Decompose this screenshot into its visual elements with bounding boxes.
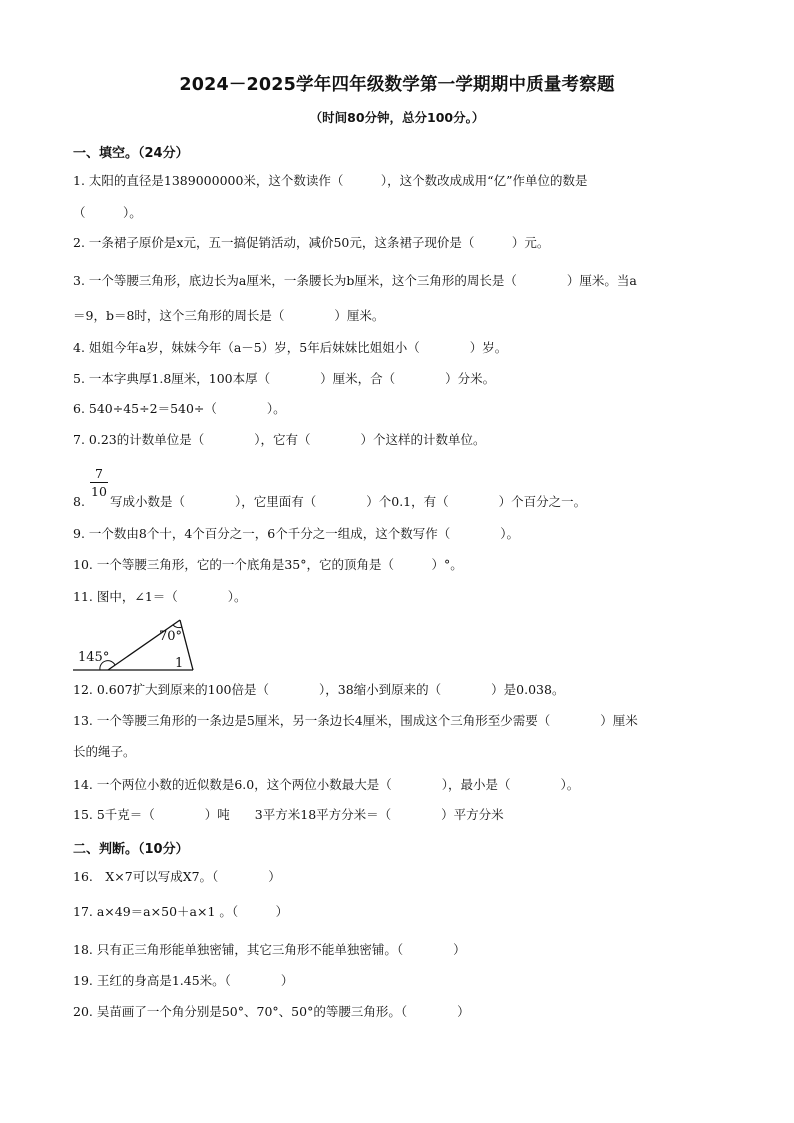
fraction-numerator: 7 — [95, 466, 103, 481]
question-6: 6. 540÷45÷2＝540÷（ ）。 — [73, 401, 286, 416]
question-11: 11. 图中，∠1＝（ ）。 — [73, 589, 247, 604]
question-7: 7. 0.23的计数单位是（ ），它有（ ）个这样的计数单位。 — [73, 432, 486, 447]
question-5: 5. 一本字典厚1.8厘米，100本厚（ ）厘米，合（ ）分米。 — [73, 371, 496, 386]
question-3-cont: ＝9，b＝8时，这个三角形的周长是（ ）厘米。 — [73, 308, 385, 323]
triangle-figure — [73, 611, 198, 673]
section-judgement: 二、判断。（10分） — [73, 842, 189, 857]
question-18: 18. 只有正三角形能单独密铺，其它三角形不能单独密铺。（ ） — [73, 942, 466, 957]
question-13-cont: 长的绳子。 — [73, 744, 136, 759]
page-title: 2024－2025学年四年级数学第一学期期中质量考察题 — [179, 75, 615, 95]
fraction-seven-tenths — [88, 466, 110, 499]
question-1: 1. 太阳的直径是1389000000米，这个数读作（ ），这个数改成成用“亿”作单位的数是 — [73, 173, 588, 188]
section-fill-in: 一、填空。（24分） — [73, 146, 189, 161]
question-13: 13. 一个等腰三角形的一条边是5厘米，另一条边长4厘米，围成这个三角形至少需要（ ）厘米 — [73, 713, 638, 728]
top-angle-arc — [173, 625, 182, 628]
question-17: 17. a×49＝a×50＋a×1 。（ ） — [73, 904, 289, 919]
question-15: 15. 5千克＝（ ）吨 3平方米18平方分米＝（ ）平方分米 — [73, 807, 504, 822]
question-8: 写成小数是（ ），它里面有（ ）个0.1，有（ ）个百分之一。 — [110, 494, 587, 509]
question-10: 10. 一个等腰三角形，它的一个底角是35°，它的顶角是（ ）°。 — [73, 557, 463, 572]
angle-145-label: 145° — [78, 650, 110, 665]
question-9: 9. 一个数由8个十，4个百分之一，6个千分之一组成，这个数写作（ ）。 — [73, 526, 520, 541]
triangle-left-side — [108, 620, 183, 670]
question-16: 16. X×7可以写成X7。（ ） — [73, 869, 281, 884]
question-1-cont: （ ）。 — [73, 205, 142, 220]
question-20: 20. 吴苗画了一个角分别是50°、70°、50°的等腰三角形。（ ） — [73, 1004, 470, 1019]
fraction-bar — [90, 482, 108, 483]
angle-70-label: 70° — [159, 629, 183, 644]
question-14: 14. 一个两位小数的近似数是6.0，这个两位小数最大是（ ），最小是（ ）。 — [73, 777, 580, 792]
question-8-number: 8. — [73, 494, 85, 509]
question-2: 2. 一条裙子原价是x元，五一搞促销活动，减价50元，这条裙子现价是（ ）元。 — [73, 235, 550, 250]
fraction-denominator: 10 — [91, 484, 107, 499]
question-4: 4. 姐姐今年a岁，妹妹今年（a－5）岁，5年后妹妹比姐姐小（ ）岁。 — [73, 340, 508, 355]
page-subtitle: （时间80分钟，总分100分。） — [309, 110, 485, 125]
angle-1-label: 1 — [175, 656, 184, 671]
question-19: 19. 王红的身高是1.45米。（ ） — [73, 973, 294, 988]
question-12: 12. 0.607扩大到原来的100倍是（ ），38缩小到原来的（ ）是0.038。 — [73, 682, 565, 697]
question-3: 3. 一个等腰三角形，底边长为a厘米，一条腰长为b厘米，这个三角形的周长是（ ）厘米。当a — [73, 273, 637, 288]
